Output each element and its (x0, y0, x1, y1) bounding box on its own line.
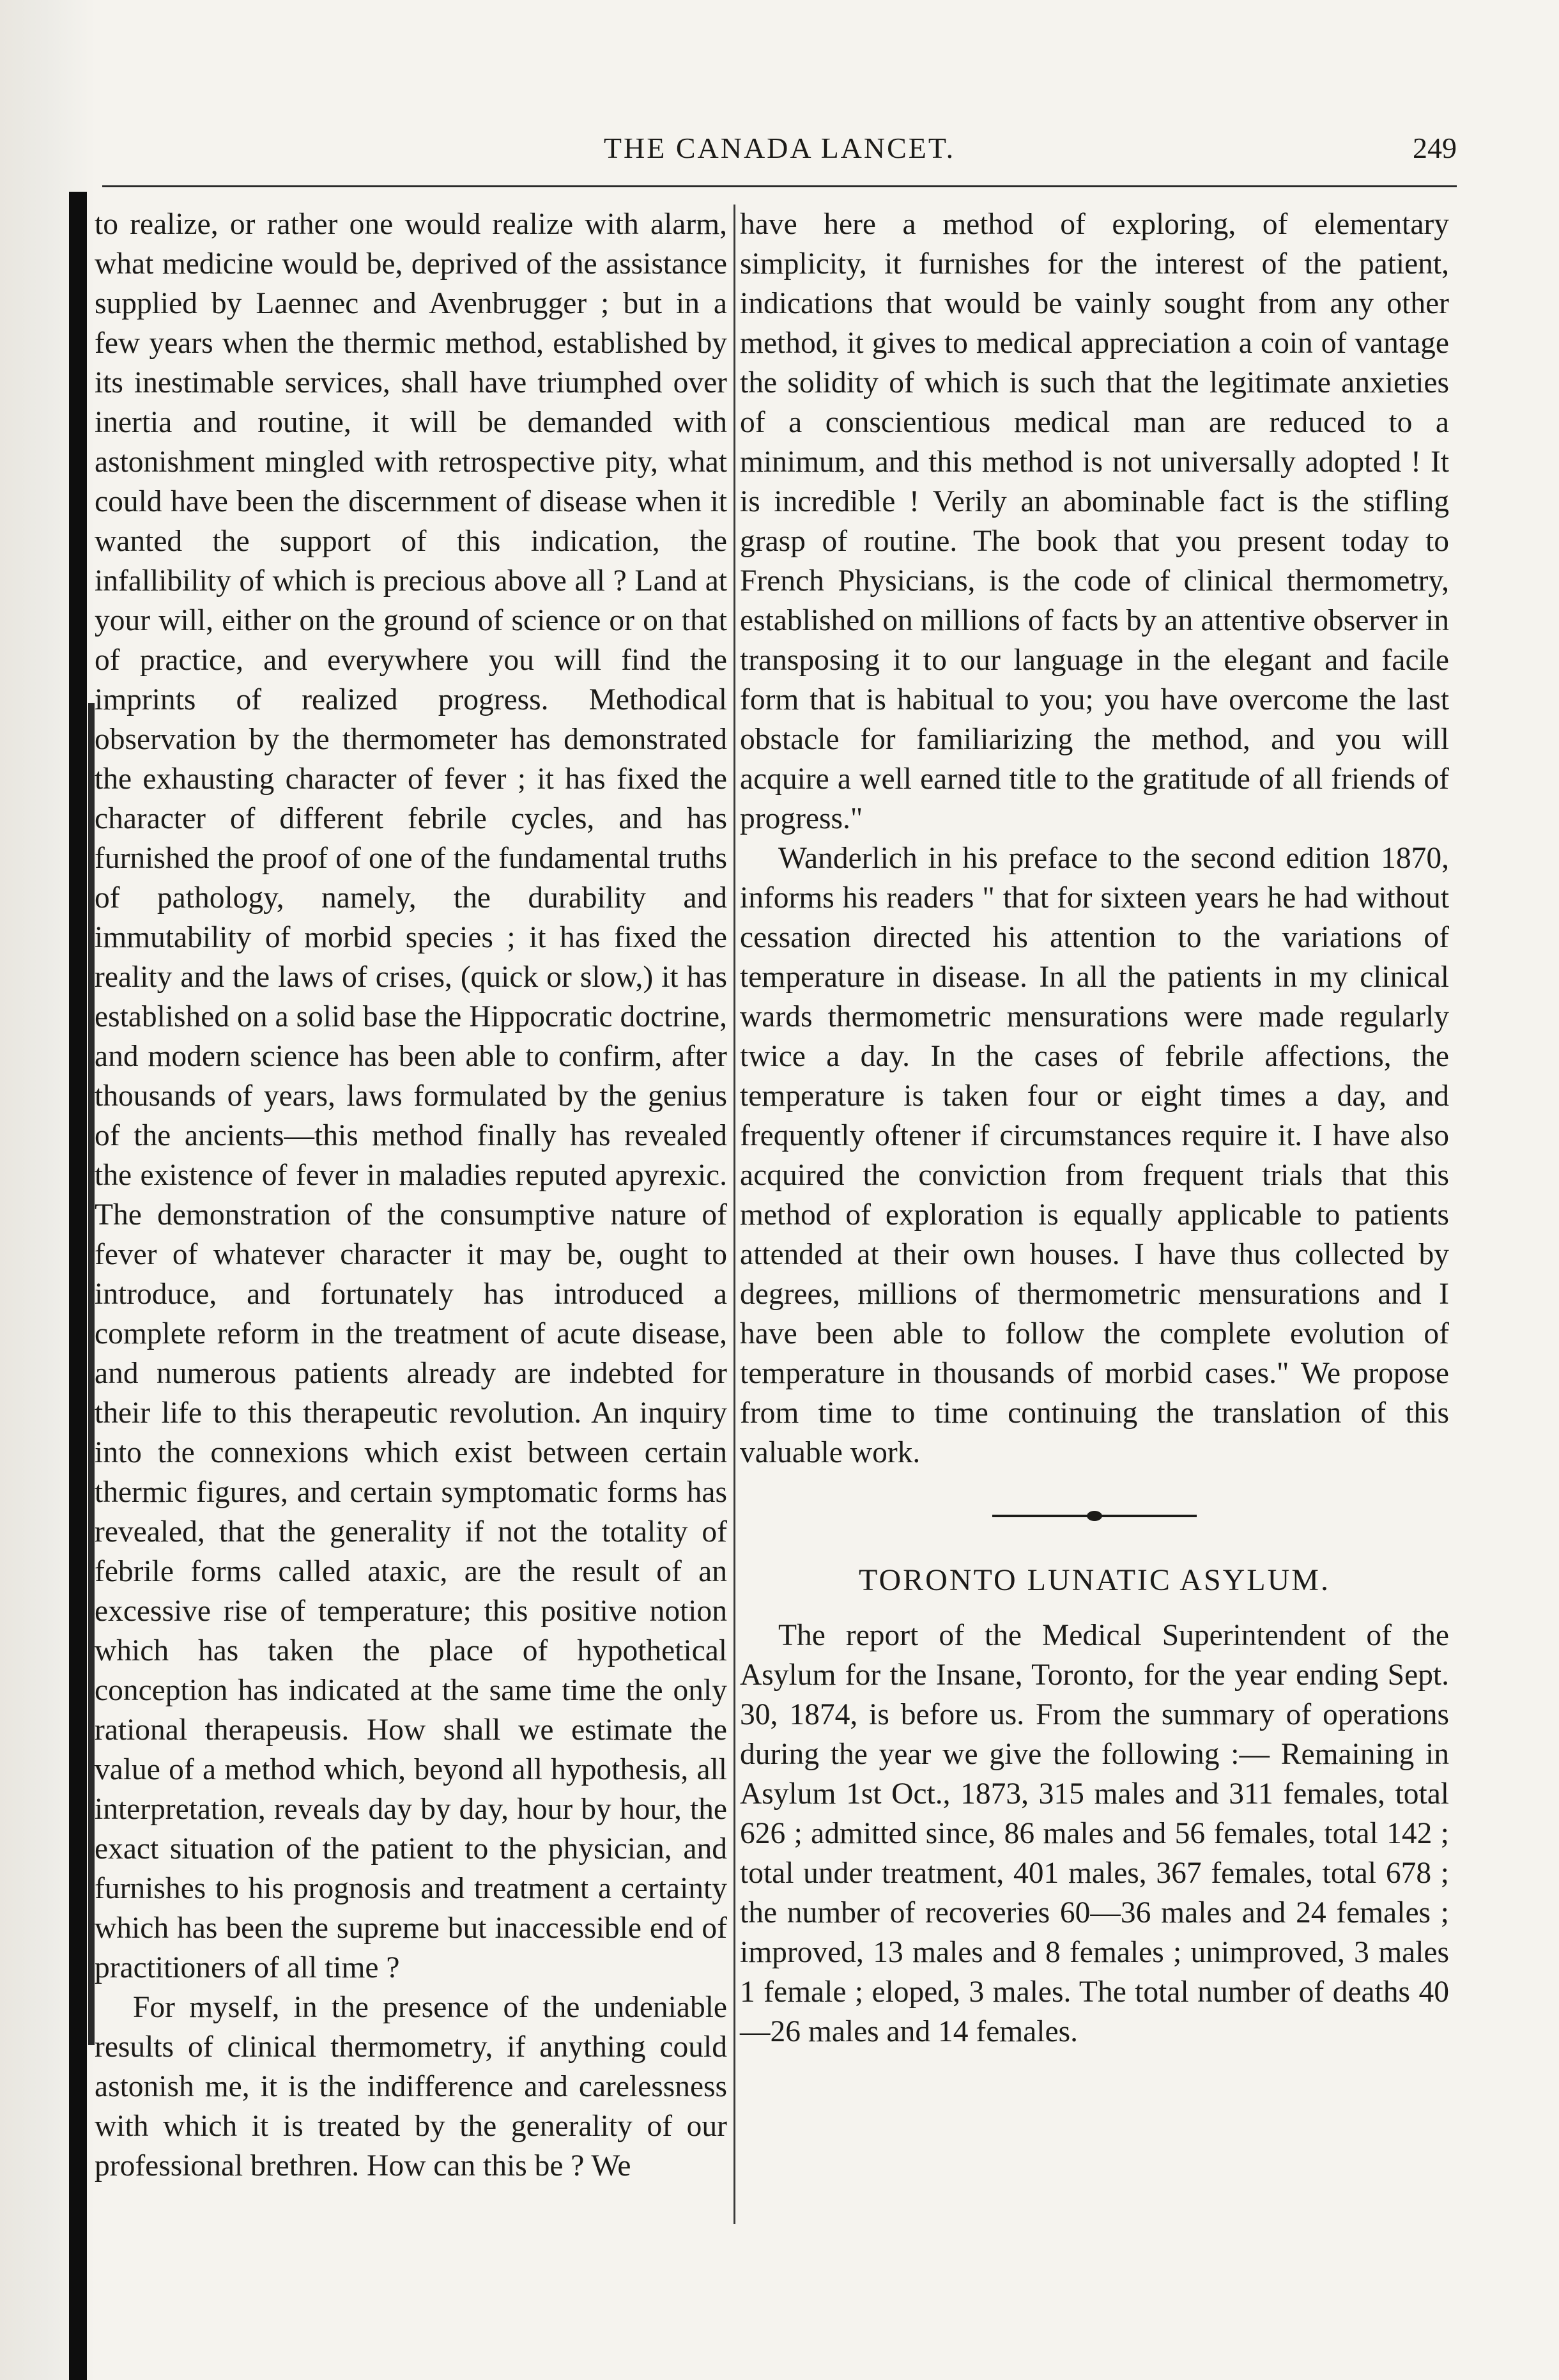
left-paragraph-1: to realize, or rather one would realize with alarm, what medicine would be, deprived of the assistance supplied by Laennec and Avenbrugger ; but in a few years when the thermic method, established by its inestimable services, shall have triumphed over inertia and routine, it will be demanded with astonishment mingled with retrospective pity, what could have been the discernment of disease when it wanted the support of this indication, the infallibility of which is precious above all ? Land at your will, either on the ground of science or on that of practice, and everywhere you will find the imprints of realized progress. Methodical observation by the thermometer has demonstrated the exhausting character of fever ; it has fixed the character of different febrile cycles, and has furnished the proof of one of the fundamental truths of pathology, namely, the durability and immutability of morbid species ; it has fixed the reality and the laws of crises, (quick or slow,) it has established on a solid base the Hippocratic doctrine, and modern science has been able to confirm, after thousands of years, laws formulated by the genius of the ancients—this method finally has revealed the existence of fever in maladies reputed apyrexic. The demonstration of the consumptive nature of fever of whatever character it may be, ought to introduce, and fortunately has introduced a complete reform in the treatment of acute disease, and numerous patients already are indebted for their life to this therapeutic revolution. An inquiry into the connexions which exist between certain thermic figures, and certain symptomatic forms has revealed, that the generality if not the totality of febrile forms called ataxic, are the result of an excessive rise of temperature; this positive notion which has taken the place of hypothetical conception has indicated at the same time the only rational therapeusis. How shall we estimate the value of a method which, beyond all hypothesis, all interpretation, reveals day by day, hour by hour, the exact situation of the patient to the physician, and furnishes to his prognosis and treatment a certainty which has been the supreme but inaccessible end of practitioners of all time ? (95, 208, 727, 1984)
binding-shadow (69, 192, 87, 2380)
journal-title: THE CANADA LANCET. (603, 132, 956, 164)
right-paragraph-3: The report of the Medical Superintendent of the Asylum for the Insane, Toronto, for the year ending Sept. 30, 1874, is before us. From the summary of operations during the year we give the following :— Remaining in Asylum 1st Oct., 1873, 315 males and 311 females, total 626 ; admitted since, 86 males and 56 females, total 142 ; total under treatment, 401 males, 367 females, total 678 ; the number of recoveries 60—36 males and 24 females ; improved, 13 males and 8 females ; unimproved, 3 males 1 female ; eloped, 3 males. The total number of deaths 40—26 males and 14 females. (740, 1619, 1449, 2048)
running-head (102, 125, 1457, 176)
ornament-dot (1087, 1511, 1102, 1521)
section-ornament (992, 1502, 1197, 1530)
right-paragraph-2: Wanderlich in his preface to the second edition 1870, informs his readers " that for sixteen years he had without cessation directed his attention to the variations of temperature in disease. In all the patients in my clinical wards thermometric mensurations were made regularly twice a day. In the cases of febrile affections, the temperature is taken four or eight times a day, and frequently oftener if circumstances require it. I have also acquired the conviction from frequent trials that this method of exploration is equally applicable to patients attended at their own houses. I have thus collected by degrees, millions of thermometric mensurations and I have been able to follow the complete evolution of temperature in thousands of morbid cases." We propose from time to time continuing the translation of this valuable work. (740, 842, 1449, 1469)
left-column (95, 205, 727, 2186)
page-number: 249 (1413, 132, 1457, 164)
right-column (740, 205, 1449, 2052)
right-paragraph-1: have here a method of exploring, of elementary simplicity, it furnishes for the interest of the patient, indications that would be vainly sought from any other method, it gives to medical appreciation a coin of vantage the solidity of which is such that the legitimate anxieties of a conscientious medical man are reduced to a minimum, and this method is not universally adopted ! It is incredible ! Verily an abominable fact is the stifling grasp of routine. The book that you present today to French Physicians, is the code of clinical thermometry, established on millions of facts by an attentive observer in transposing it to our language in the elegant and facile form that is habitual to you; you have overcome the last obstacle for familiarizing the method, and you will acquire a well earned title to the gratitude of all friends of progress." (740, 208, 1449, 835)
column-divider (733, 205, 735, 2224)
section-heading: TORONTO LUNATIC ASYLUM. (859, 1563, 1330, 1597)
left-paragraph-2: For myself, in the presence of the undeniable results of clinical thermometry, if anything could astonish me, it is the indifference and carelessness with which it is treated by the generality of our professional brethren. How can this be ? We (95, 1991, 727, 2183)
binding-shadow-inner (88, 703, 95, 2045)
header-rule (102, 185, 1457, 187)
